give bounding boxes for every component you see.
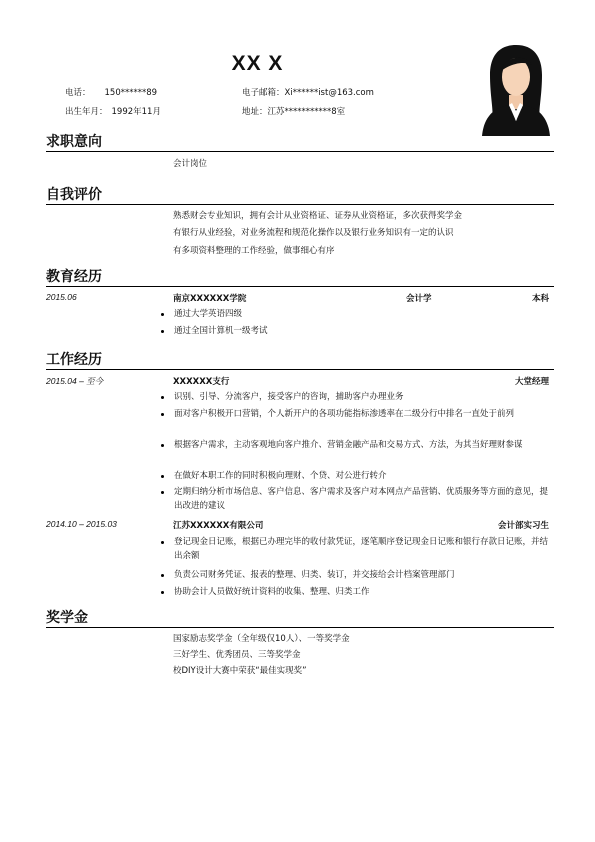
list-item: 根据客户需求，主动客观地向客户推介、营销金融产品和交易方式、方法，为其当好理财参谋 [174, 439, 549, 453]
section-title-work: 工作经历 [46, 352, 102, 368]
phone-value: 150******89 [104, 88, 158, 98]
list-item: 定期归纳分析市场信息、客户信息、客户需求及客户对本网点产品营销、优质服务等方面的意见，提出改进的建议 [174, 486, 549, 513]
bullet-icon [161, 444, 164, 447]
job-role: 大堂经理 [514, 377, 549, 387]
phone-row [65, 86, 157, 98]
birth-label: 出生年月： [65, 107, 108, 117]
self-line: 有银行从业经验，对业务流程和规范化操作以及银行业务知识有一定的认识 [173, 228, 454, 238]
bullet-icon [161, 491, 164, 494]
list-item: 识别、引导、分流客户，接受客户的咨询，捕助客户办理业务 [174, 391, 549, 405]
award-line: 国家励志奖学金（全年级仅10人）、一等奖学金 [173, 634, 350, 644]
address-value: 江苏***********8室 [267, 107, 346, 117]
avatar [480, 41, 552, 136]
email-label: 电子邮箱： [242, 88, 285, 98]
section-title-awards: 奖学金 [46, 610, 88, 626]
job-role: 会计部实习生 [497, 521, 549, 531]
award-line: 三好学生、优秀团员、三等奖学金 [173, 650, 301, 660]
job-date: 2015.04 – 至今 [46, 376, 104, 386]
bullet-icon [161, 313, 164, 316]
email-row [242, 86, 374, 98]
self-line: 熟悉财会专业知识，拥有会计从业资格证、证券从业资格证，多次获得奖学金 [173, 211, 463, 221]
address-row [242, 105, 345, 117]
bullet-icon [161, 413, 164, 416]
section-divider [46, 204, 554, 205]
section-title-objective: 求职意向 [46, 134, 102, 150]
self-line: 有多项资料整理的工作经验，做事细心有序 [173, 246, 335, 256]
list-item: 面对客户积极开口营销，个人新开户的各项功能指标渗透率在二级分行中排名一直处于前列 [174, 408, 549, 422]
award-line: 校DIY设计大赛中荣获“最佳实现奖” [173, 666, 307, 676]
section-divider [46, 369, 554, 370]
list-item: 登记现金日记账，根据已办理完毕的收付款凭证，逐笔顺序登记现金日记账和银行存款日记账，并结出余额 [174, 536, 549, 563]
section-divider [46, 627, 554, 628]
birth-row [65, 105, 161, 117]
education-school: 南京XXXXXX学院 [173, 294, 247, 304]
objective-content: 会计岗位 [173, 159, 208, 169]
section-divider [46, 151, 554, 152]
job-date: 2014.10 – 2015.03 [46, 519, 117, 529]
job-company: XXXXXX支行 [173, 377, 230, 387]
section-divider [46, 286, 554, 287]
list-item: 通过大学英语四级 [174, 308, 544, 322]
bullet-icon [161, 574, 164, 577]
education-major: 会计学 [406, 294, 432, 304]
bullet-icon [161, 591, 164, 594]
section-title-self: 自我评价 [46, 187, 102, 203]
birth-value: 1992年11月 [111, 107, 161, 117]
education-date: 2015.06 [46, 292, 77, 302]
list-item: 在做好本职工作的同时积极向理财、个贷、对公进行转介 [174, 470, 549, 484]
bullet-icon [161, 396, 164, 399]
bullet-icon [161, 541, 164, 544]
list-item: 通过全国计算机一级考试 [174, 325, 544, 339]
bullet-icon [161, 475, 164, 478]
phone-label: 电话： [65, 88, 91, 98]
job-company: 江苏XXXXXX有限公司 [173, 521, 264, 531]
candidate-name: XX X [231, 52, 284, 75]
bullet-icon [161, 330, 164, 333]
list-item: 负责公司财务凭证、报表的整理、归类、装订，并交接给会计档案管理部门 [174, 569, 549, 583]
email-value: Xi******ist@163.com [284, 88, 374, 98]
section-title-education: 教育经历 [46, 269, 102, 285]
education-degree: 本科 [531, 294, 549, 304]
address-label: 地址： [242, 107, 268, 117]
list-item: 协助会计人员做好统计资料的收集、整理、归类工作 [174, 586, 549, 600]
